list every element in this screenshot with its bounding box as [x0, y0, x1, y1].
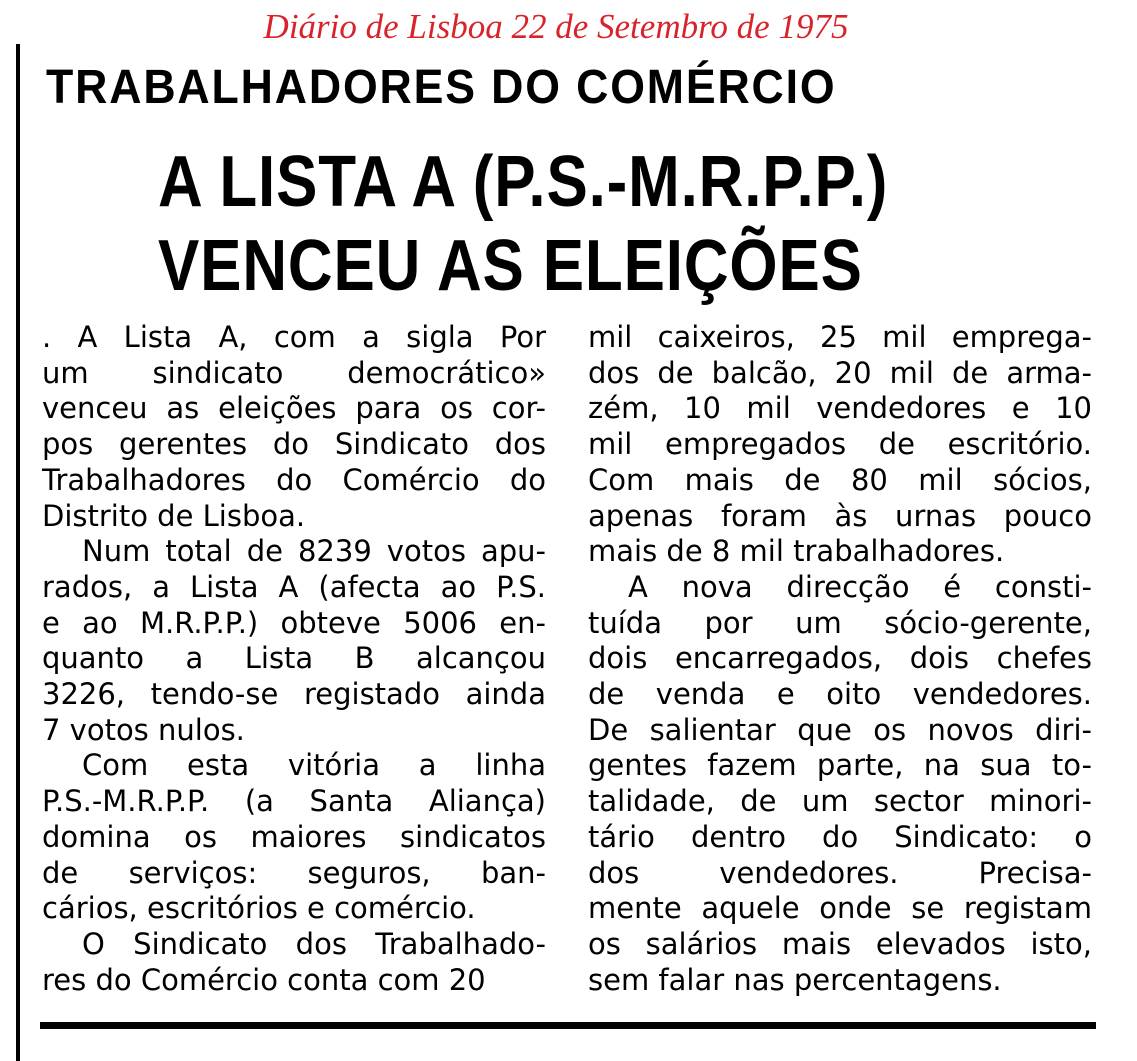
kicker-title: TRABALHADORES DO COMÉRCIO — [46, 61, 837, 114]
text-line: Trabalhadores do Comércio do — [42, 462, 546, 497]
headline — [158, 140, 888, 308]
text-line: talidade, de um sector minori- — [588, 784, 1092, 819]
text-line: mil empregados de escritório. — [588, 427, 1092, 462]
text-line: domina os maiores sindicatos — [42, 819, 546, 854]
text-line: A nova direcção é consti- — [628, 569, 1092, 604]
text-line: dos de balcão, 20 mil de arma- — [588, 355, 1092, 390]
text-line: mil caixeiros, 25 mil emprega- — [588, 320, 1092, 354]
text-line: O Sindicato dos Trabalhado- — [82, 926, 546, 961]
text-line: sem falar nas percentagens. — [588, 962, 1002, 997]
text-line: pos gerentes do Sindicato dos — [42, 427, 546, 462]
text-line: apenas foram às urnas pouco — [588, 498, 1092, 533]
text-line: 3226, tendo-se registado ainda — [42, 677, 546, 712]
text-line: rados, a Lista A (afecta ao P.S. — [42, 569, 546, 604]
text-line: dos vendedores. Precisa- — [588, 855, 1092, 890]
text-line: tuída por um sócio-gerente, — [588, 605, 1092, 640]
text-line: P.S.-M.R.P.P. (a Santa Aliança) — [42, 784, 546, 819]
text-line: tário dentro do Sindicato: o — [588, 819, 1092, 854]
source-caption: Diário de Lisboa 22 de Setembro de 1975 — [263, 7, 849, 46]
text-line: cários, escritórios e comércio. — [42, 891, 476, 926]
text-line: dois encarregados, dois chefes — [588, 641, 1092, 676]
text-line: venceu as eleições para os cor- — [42, 391, 546, 426]
text-line: Com mais de 80 mil sócios, — [588, 462, 1092, 497]
article-column-left — [42, 320, 546, 998]
text-line: 7 votos nulos. — [42, 712, 245, 747]
text-line: zém, 10 mil vendedores e 10 — [588, 391, 1092, 426]
text-line: Com esta vitória a linha — [82, 748, 546, 783]
text-line: quanto a Lista B alcançou — [42, 641, 546, 676]
text-line: de serviços: seguros, ban- — [42, 855, 546, 890]
headline-line-1: A LISTA A (P.S.-M.R.P.P.) — [158, 142, 889, 222]
text-line: mais de 8 mil trabalhadores. — [588, 534, 1005, 569]
text-line: um sindicato democrático» — [42, 355, 546, 390]
bottom-rule — [40, 1022, 1096, 1029]
text-line: Num total de 8239 votos apu- — [82, 534, 546, 569]
text-line: de venda e oito vendedores. — [588, 677, 1092, 712]
text-line: res do Comércio conta com 20 — [42, 962, 486, 997]
text-line: De salientar que os novos diri- — [588, 712, 1092, 747]
text-line: Distrito de Lisboa. — [42, 498, 306, 533]
headline-line-2: VENCEU AS ELEIÇÕES — [158, 226, 863, 306]
text-line: gentes fazem parte, na sua to- — [588, 748, 1092, 783]
text-line: mente aquele onde se registam — [588, 891, 1092, 926]
article-column-right — [588, 320, 1092, 998]
text-line: os salários mais elevados isto, — [588, 926, 1092, 961]
text-line: . A Lista A, com a sigla Por — [42, 320, 546, 354]
text-line: e ao M.R.P.P.) obteve 5006 en- — [42, 605, 546, 640]
left-column-rule — [16, 44, 20, 1061]
